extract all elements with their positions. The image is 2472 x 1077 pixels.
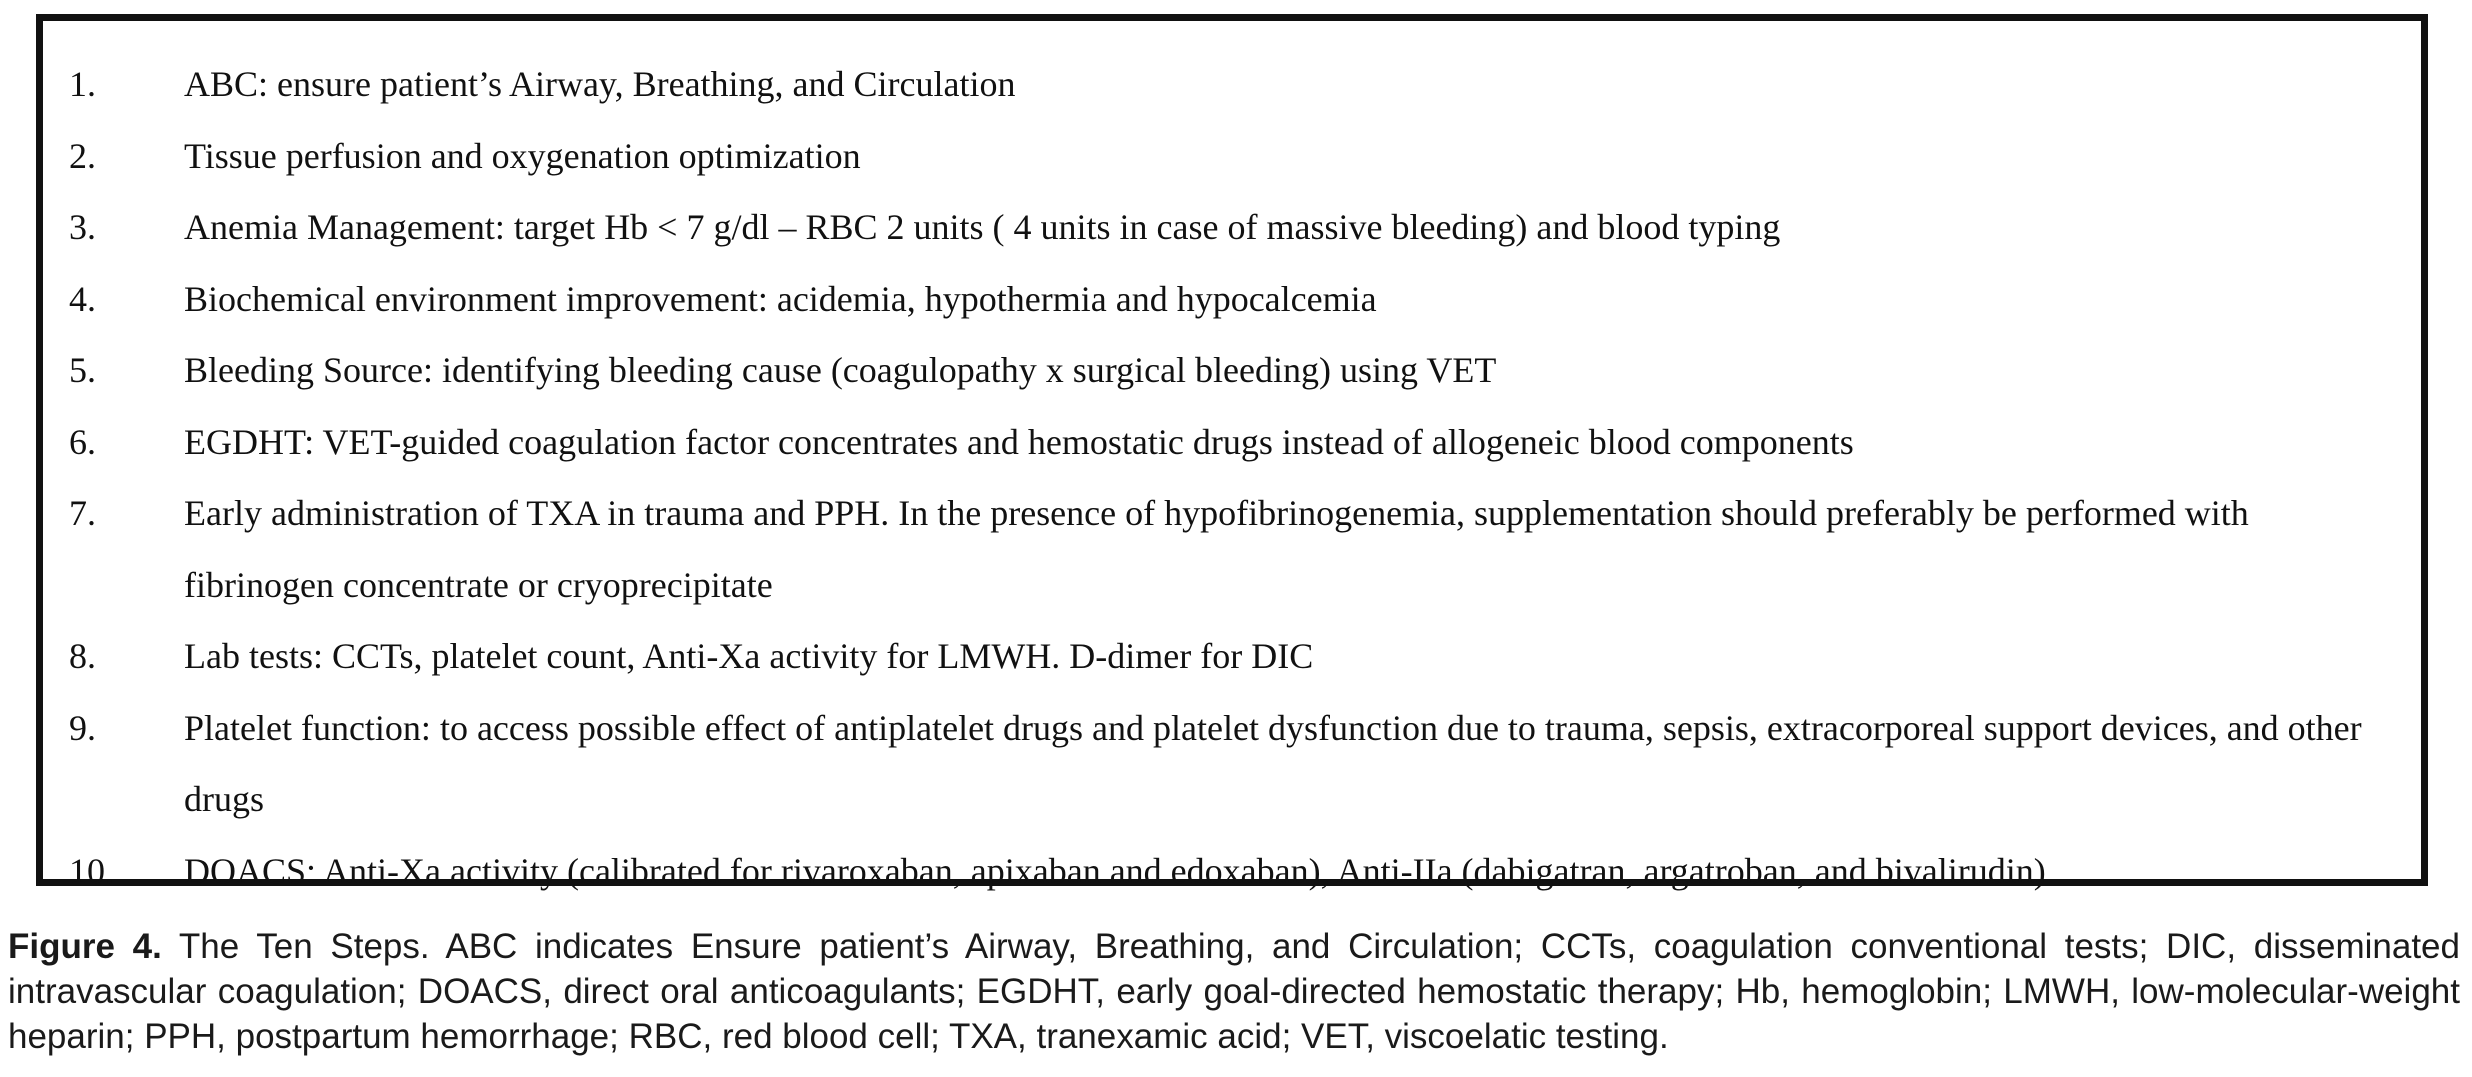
step-number: 3.: [69, 207, 96, 247]
caption-text: The Ten Steps. ABC indicates Ensure patient’s Airway, Breathing, and Circulation; CCTs, coagulation conventional tests; DIC, disseminated intravascular coagulation; DOACS, direct oral anticoagulants; EGDHT, early goal-directed hemostatic therapy; Hb, hemoglobin; LMWH, low-molecular-weight heparin; PPH, postpartum hemorrhage; RBC, red blood cell; TXA, tranexamic acid; VET, viscoelatic testing.: [8, 927, 2460, 1056]
step-text: Biochemical environment improvement: acidemia, hypothermia and hypocalcemia: [184, 278, 1377, 319]
step-item-2: [43, 121, 2421, 193]
step-item-6: [43, 407, 2421, 479]
step-item-5: [43, 335, 2421, 407]
step-number: 6.: [69, 421, 96, 462]
figure-caption: [8, 924, 2460, 1059]
step-number: 5.: [69, 350, 96, 390]
step-item-8: [43, 621, 2421, 693]
step-item-7: [43, 478, 2421, 621]
step-number: 1.: [69, 64, 96, 104]
step-item-10: [43, 836, 2421, 908]
step-number: 7.: [69, 493, 96, 533]
step-text: DOACS: Anti-Xa activity (calibrated for rivaroxaban, apixaban and edoxaban), Anti-IIa (dabigatran, argatroban, and bivalirudin): [184, 850, 2046, 891]
step-item-3: [43, 192, 2421, 264]
step-text: Tissue perfusion and oxygenation optimization: [184, 135, 861, 176]
caption-label: Figure 4.: [8, 927, 162, 966]
step-text: Early administration of TXA in trauma and PPH. In the presence of hypofibrinogenemia, supplementation should preferably be performed with fibrinogen concentrate or cryoprecipitate: [184, 493, 2249, 605]
step-number: 2.: [69, 135, 96, 176]
step-number: 8.: [69, 636, 96, 676]
step-number: 10.: [69, 850, 114, 891]
step-number: 9.: [69, 707, 96, 748]
step-text: Bleeding Source: identifying bleeding cause (coagulopathy x surgical bleeding) using VET: [184, 350, 1497, 390]
step-text: Anemia Management: target Hb < 7 g/dl – RBC 2 units ( 4 units in case of massive bleeding) and blood typing: [184, 207, 1781, 247]
step-text: ABC: ensure patient’s Airway, Breathing, and Circulation: [184, 64, 1016, 104]
step-item-9: [43, 693, 2421, 836]
step-text: EGDHT: VET-guided coagulation factor concentrates and hemostatic drugs instead of allogeneic blood components: [184, 421, 1854, 462]
step-item-4: [43, 264, 2421, 336]
steps-list: [43, 49, 2421, 907]
ten-steps-box: [36, 14, 2428, 891]
step-number: 4.: [69, 278, 96, 319]
step-item-1: [43, 49, 2421, 121]
step-text: Lab tests: CCTs, platelet count, Anti-Xa activity for LMWH. D-dimer for DIC: [184, 636, 1314, 676]
step-text: Platelet function: to access possible effect of antiplatelet drugs and platelet dysfunction due to trauma, sepsis, extracorporeal support devices, and other drugs: [184, 707, 2362, 819]
